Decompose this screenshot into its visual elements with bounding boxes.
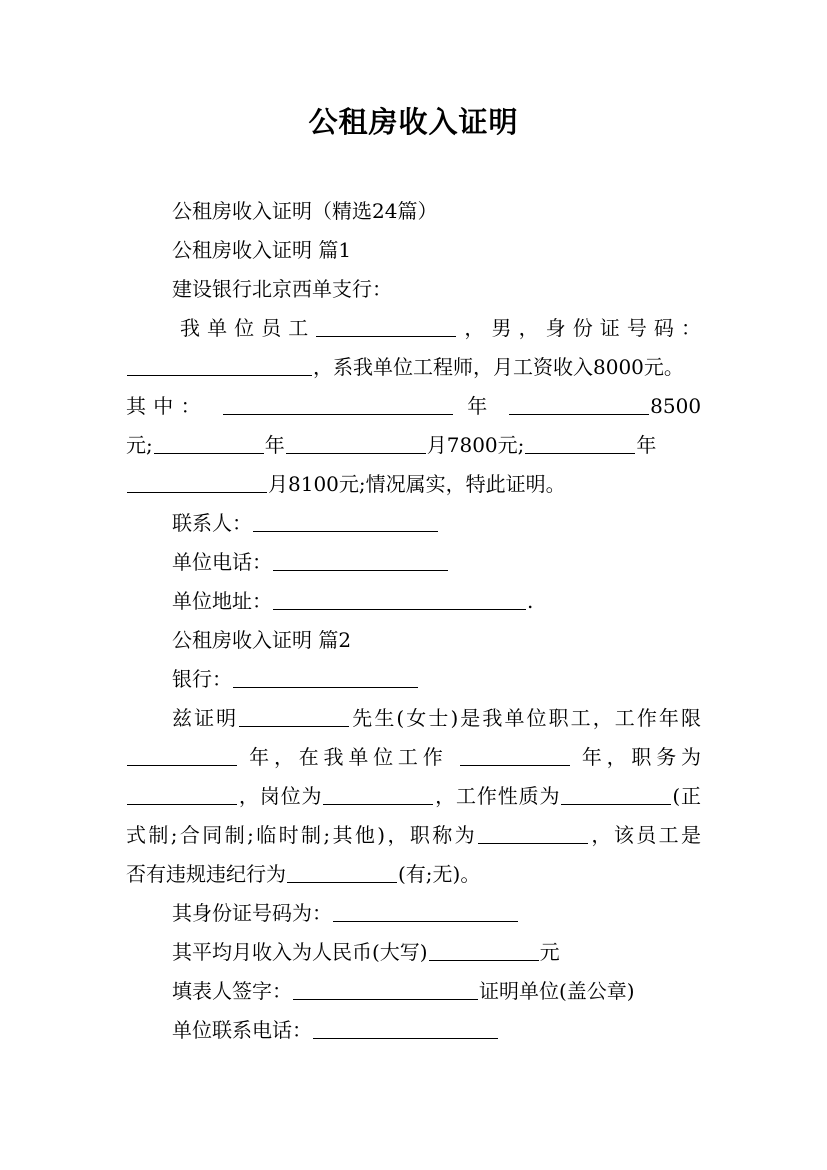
work-years-blank — [460, 747, 570, 766]
income-unit: 元 — [539, 940, 560, 964]
income-line — [172, 939, 701, 965]
year-blank — [525, 435, 635, 454]
contact-label: 联系人： — [172, 511, 252, 535]
month-blank — [286, 435, 426, 454]
id-blank — [333, 903, 518, 922]
p1-text: 其中： — [126, 394, 208, 418]
phone-label: 单位电话： — [172, 550, 272, 574]
address-label: 单位地址： — [172, 589, 272, 613]
phone-line — [172, 549, 701, 575]
year-blank — [223, 396, 453, 415]
seal-label: 证明单位(盖公章) — [479, 979, 635, 1003]
employee-name-blank — [316, 318, 456, 337]
address-blank — [273, 591, 526, 610]
p1-line-5 — [126, 471, 701, 497]
p2-line-2 — [126, 744, 701, 770]
p2-text: ，岗位为 — [238, 784, 323, 808]
bank-line — [172, 666, 701, 692]
p1-text: 8500 — [650, 394, 701, 418]
p2-text: 式制;合同制;临时制;其他)，职称为 — [126, 823, 478, 847]
p1-line-3 — [126, 393, 701, 419]
p2-text: (有;无)。 — [398, 862, 481, 886]
contact-line — [172, 510, 701, 536]
addressee-line: 建设银行北京西单支行： — [172, 277, 392, 301]
p1-text: ，系我单位工程师，月工资收入8000元。 — [313, 355, 684, 379]
year-blank — [154, 435, 264, 454]
id-number-blank — [127, 357, 312, 376]
years-blank — [127, 747, 237, 766]
month-blank — [509, 396, 649, 415]
p2-text: 年，职务为 — [581, 745, 701, 769]
post-blank — [323, 786, 433, 805]
position-blank — [127, 786, 237, 805]
month-blank — [127, 474, 267, 493]
id-line — [172, 900, 701, 926]
p2-text: ，工作性质为 — [434, 784, 561, 808]
section-2-heading: 公租房收入证明 篇2 — [172, 628, 352, 652]
p1-text: 元; — [126, 433, 153, 457]
violation-blank — [287, 864, 397, 883]
p2-text: 先生(女士)是我单位职工，工作年限 — [350, 706, 701, 730]
title-blank — [478, 825, 588, 844]
unit-phone-label: 单位联系电话： — [172, 1018, 312, 1042]
p2-line-4 — [126, 822, 701, 848]
bank-label: 银行： — [172, 667, 232, 691]
p1-line-4 — [126, 432, 701, 458]
p2-text: 否有违规违纪行为 — [126, 862, 286, 886]
id-label: 其身份证号码为： — [172, 901, 332, 925]
p2-line-3 — [126, 783, 701, 809]
p2-text: ，该员工是 — [589, 823, 701, 847]
p1-line-2 — [126, 354, 701, 380]
p2-text: 兹证明 — [172, 706, 239, 730]
subtitle-line: 公租房收入证明（精选24篇） — [172, 199, 438, 223]
p2-line-5 — [126, 861, 701, 887]
income-blank — [429, 942, 539, 961]
p1-text: 年 — [636, 433, 657, 457]
section-1-heading: 公租房收入证明 篇1 — [172, 238, 352, 262]
address-end: . — [527, 589, 534, 613]
name-blank — [239, 708, 349, 727]
p2-text: (正 — [672, 784, 701, 808]
unit-phone-line — [172, 1017, 701, 1043]
phone-blank — [273, 552, 448, 571]
p1-line-1 — [180, 315, 701, 341]
p2-text: 年，在我单位工作 — [249, 745, 448, 769]
p2-line-1 — [172, 705, 701, 731]
address-line — [172, 588, 701, 614]
unit-phone-blank — [313, 1020, 498, 1039]
p1-text: 月8100元;情况属实，特此证明。 — [268, 472, 566, 496]
p1-text: 我单位员工 — [180, 316, 316, 340]
p1-text: 年 — [264, 433, 285, 457]
p1-text: 月7800元; — [426, 433, 525, 457]
p1-text: ，男，身份证号码： — [457, 316, 701, 340]
bank-blank — [233, 669, 418, 688]
contact-blank — [253, 513, 438, 532]
income-label: 其平均月收入为人民币(大写) — [172, 940, 428, 964]
signature-line — [172, 978, 701, 1004]
work-type-blank — [561, 786, 671, 805]
filler-label: 填表人签字： — [172, 979, 292, 1003]
p1-text: 年 — [467, 394, 495, 418]
page-title: 公租房收入证明 — [308, 105, 519, 139]
signature-blank — [293, 981, 478, 1000]
